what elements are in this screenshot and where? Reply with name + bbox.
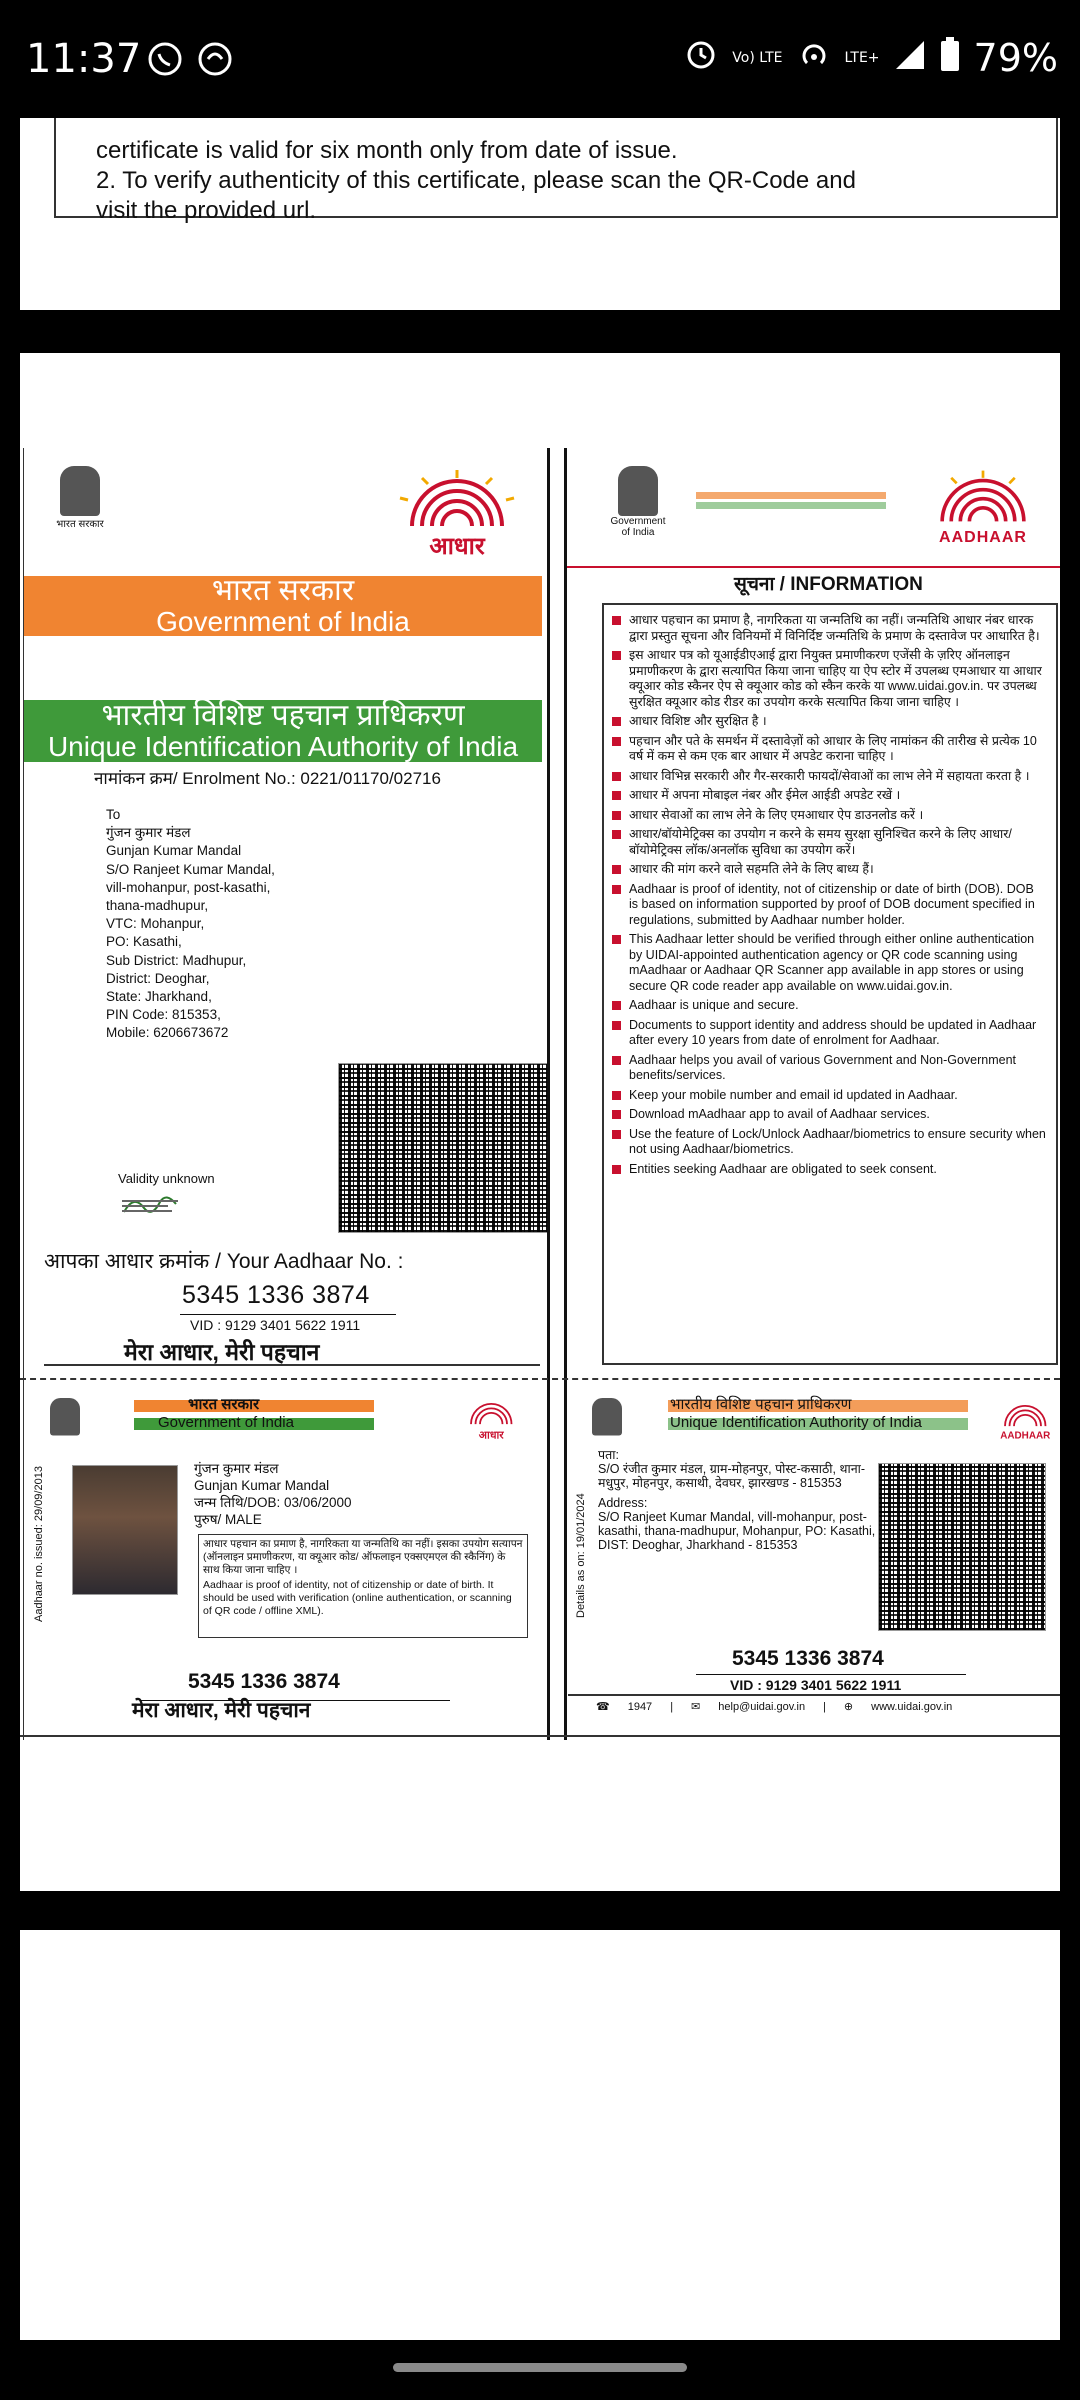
aadhaar-letter — [20, 448, 1060, 1740]
front-gov-en: Government of India — [158, 1414, 294, 1431]
info-item: आधार की मांग करने वाले सहमति लेने के लिए बाध्य हैं। — [612, 862, 1046, 878]
addr-line: State: Jharkhand, — [106, 989, 212, 1005]
addr-line: To — [106, 807, 121, 822]
document-page-3 — [20, 1930, 1060, 2340]
alarm-icon — [684, 36, 718, 80]
cut-line — [20, 1378, 1060, 1380]
app-notification-icon — [196, 40, 234, 87]
recipient-address — [106, 806, 275, 1043]
cut-text-line — [96, 122, 1016, 136]
gov-hi: भारत सरकार — [211, 574, 355, 607]
cert-line-0: certificate is valid for six month only from date of issue. — [96, 137, 678, 164]
aadhaar-en-label: AADHAAR — [939, 529, 1027, 546]
status-right-group — [684, 36, 1058, 80]
info-item: Download mAadhaar app to avail of Aadhaar services. — [612, 1107, 1046, 1123]
addr-line: गुंजन कुमार मंडल — [106, 825, 191, 841]
info-item: Documents to support identity and address should be updated in Aadhaar after every 10 years from date of enrolment for Aadhaar. — [612, 1018, 1046, 1049]
info-item: पहचान और पते के समर्थन में दस्तावेज़ों को आधार के लिए नामांकन की तारीख से प्रत्येक 10 वर्ष में कम से कम एक बार आधार में अपडेट कराना चाहिए । — [612, 734, 1046, 765]
front-gov-hi: भारत सरकार — [188, 1396, 260, 1413]
info-item: Aadhaar helps you avail of various Government and Non-Government benefits/services. — [612, 1053, 1046, 1084]
national-emblem-icon: भारत सरकार — [52, 466, 108, 544]
battery-icon — [940, 36, 960, 80]
validity-label: Validity unknown — [118, 1171, 215, 1186]
tricolor-strip — [696, 492, 886, 499]
front-aadhaar-no: 5345 1336 3874 — [188, 1670, 340, 1693]
addr-line: PIN Code: 815353, — [106, 1007, 221, 1023]
back-aadhaar-no: 5345 1336 3874 — [732, 1647, 884, 1670]
front-note-box: आधार पहचान का प्रमाण है, नागरिकता या जन्मतिथि का नहीं। इसका उपयोग सत्यापन (ऑनलाइन प्रमाणीकरण, या क्यूआर कोड/ ऑफलाइन एक्सएमएल की स्कैनिंग) के साथ किया जाना चाहिए । Aadhaar is proof of identity, not of citizenship or date of birth. It should be used with verification (online authentication, or scanning of QR code / offline XML). — [198, 1534, 528, 1638]
email-icon: ✉ — [691, 1701, 701, 1713]
status-time: 11:37 — [26, 36, 142, 82]
holder-dob: जन्म तिथि/DOB: 03/06/2000 — [194, 1495, 352, 1510]
home-gesture-bar[interactable] — [393, 2363, 687, 2372]
info-item: इस आधार पत्र को यूआईडीएआई द्वारा नियुक्त प्रमाणीकरण एजेंसी के ज़रिए ऑनलाइन प्रमाणीकरण के द्वारा सत्यापित किया जाना चाहिए या ऐप स्टोर में उपलब्ध एमआधार या आधार क्यूआर कोड स्कैनर ऐप से क्यूआर कोड को स्कैन करके या www.uidai.gov.in. पर उपलब्ध सुरक्षित क्यूआर कोड रीडर का उपयोग करके सत्यापित किया जाना चाहिए । — [612, 648, 1046, 710]
battery-percent: 79% — [973, 36, 1058, 80]
info-item: आधार विभिन्न सरकारी और गैर-सरकारी फायदों/सेवाओं का लाभ लेने में सहायता करता है । — [612, 769, 1046, 785]
info-item: आधार/बॉयोमेट्रिक्स का उपयोग न करने के समय सुरक्षा सुनिश्चित करने के लिए आधार/बॉयोमेट्रिक्स लॉक/अनलॉक सुविधा का उपयोग करें। — [612, 827, 1046, 858]
document-page-2 — [20, 353, 1060, 1891]
back-vid: VID : 9129 3401 5622 1911 — [730, 1677, 902, 1693]
email-address: help@uidai.gov.in — [718, 1700, 806, 1713]
front-tagline: मेरा आधार, मेरी पहचान — [132, 1699, 311, 1722]
info-item: Keep your mobile number and email id updated in Aadhaar. — [612, 1088, 1046, 1104]
info-item: आधार पहचान का प्रमाण है, नागरिकता या जन्मतिथि का नहीं। जन्मतिथि आधार नंबर धारक द्वारा प्रस्तुत सूचना और विनियमों में विनिर्दिष्ट जन्मतिथि के प्रमाण के दस्तावेज पर आधारित है। — [612, 613, 1046, 644]
cert-line-1: 2. To verify authenticity of this certificate, please scan the QR-Code and — [96, 167, 856, 194]
info-item: आधार में अपना मोबाइल नंबर और ईमेल आईडी अपडेट रखें । — [612, 788, 1046, 804]
holder-gender: पुरुष/ MALE — [194, 1512, 262, 1527]
your-aadhaar-label: आपका आधार क्रमांक / Your Aadhaar No. : — [44, 1250, 404, 1273]
digital-signature-stamp — [120, 1190, 182, 1220]
qr-code — [338, 1063, 550, 1233]
back-uidai-hi: भारतीय विशिष्ट पहचान प्राधिकरण — [670, 1396, 852, 1413]
info-item: This Aadhaar letter should be verified through either online authentication by UIDAI-appointed authentication agency or QR code scanning using mAadhaar or Aadhaar QR Scanner app available in app stores or using secure QR code reader app available on www.uidai.gov.in. — [612, 932, 1046, 994]
info-item: Use the feature of Lock/Unlock Aadhaar/biometrics to ensure security when not using Aadhaar/biometrics. — [612, 1127, 1046, 1158]
national-emblem-icon — [44, 1398, 86, 1457]
globe-icon: ⊕ — [843, 1701, 854, 1713]
info-item: Entities seeking Aadhaar are obligated to seek consent. — [612, 1162, 1046, 1178]
tagline: मेरा आधार, मेरी पहचान — [124, 1339, 320, 1365]
addr-line: S/O Ranjeet Kumar Mandal, — [106, 861, 275, 877]
aadhaar-number: 5345 1336 3874 — [182, 1281, 370, 1309]
lte-label: LTE+ — [844, 50, 880, 66]
uidai-band — [24, 700, 542, 762]
info-item: Aadhaar is proof of identity, not of citizenship or date of birth (DOB). DOB is based on information supported by proof of DOB document specified in regulations, submitted by Aadhaar number holder. — [612, 882, 1046, 929]
details-date-vertical: Details as on: 19/01/2024 — [575, 1493, 587, 1618]
addr-line: Gunjan Kumar Mandal — [106, 843, 242, 859]
holder-photo — [72, 1465, 178, 1595]
issued-date-vertical: Aadhaar no. issued: 29/09/2013 — [33, 1466, 45, 1622]
website: www.uidai.gov.in — [871, 1700, 953, 1713]
uidai-en: Unique Identification Authority of India — [47, 731, 519, 762]
national-emblem-icon: Government of India — [610, 466, 666, 544]
info-list — [602, 603, 1058, 1365]
holder-details — [194, 1460, 352, 1528]
phone-number: 1947 — [627, 1700, 653, 1713]
aadhaar-logo-icon — [392, 468, 522, 562]
vid-number: VID : 9129 3401 5622 1911 — [190, 1317, 361, 1333]
cert-line-2: visit the provided url. — [96, 197, 317, 224]
phone-icon: ☎ — [596, 1701, 610, 1713]
addr-line: PO: Kasathi, — [106, 934, 182, 950]
enrolment-no: नामांकन क्रम/ Enrolment No.: 0221/01170/02716 — [94, 769, 441, 788]
document-page-1 — [20, 118, 1060, 310]
holder-name-hi: गुंजन कुमार मंडल — [194, 1461, 279, 1476]
aadhaar-logo-icon: आधार — [462, 1398, 521, 1442]
back-qr-code — [878, 1463, 1046, 1631]
whatsapp-icon — [146, 40, 184, 87]
contact-row: ☎ 1947 | ✉ help@uidai.gov.in | ⊕ www.uidai.gov.in — [596, 1700, 953, 1713]
addr-line: Mobile: 6206673672 — [106, 1025, 229, 1041]
addr-line: Sub District: Madhupur, — [106, 952, 247, 968]
addr-line: vill-mohanpur, post-kasathi, — [106, 879, 271, 895]
addr-line: District: Deoghar, — [106, 970, 210, 986]
signal-icon — [894, 36, 926, 80]
info-item: Aadhaar is unique and secure. — [612, 998, 1046, 1014]
aadhaar-hi-label: आधार — [429, 533, 485, 560]
info-title: सूचना / INFORMATION — [734, 574, 923, 595]
volte-label: Vo) LTE — [732, 50, 783, 66]
addr-line: thana-madhupur, — [106, 898, 209, 914]
aadhaar-logo-icon — [924, 468, 1042, 547]
certificate-note — [54, 118, 1058, 224]
back-uidai-en: Unique Identification Authority of India — [670, 1414, 922, 1431]
holder-name-en: Gunjan Kumar Mandal — [194, 1478, 330, 1493]
back-address: पता: S/O रंजीत कुमार मंडल, ग्राम-मोहनपुर, पोस्ट-कसाठी, थाना-मधुपुर, मोहनपुर, कसाथी, देवघर, झारखण्ड - 815353 Address: S/O Ranjeet Kumar Mandal, vill-mohanpur, post-kasathi, thana-madhupur, Mohanpur, PO: Kasathi, DIST: Deoghar, Jharkhand - 815353 — [598, 1448, 876, 1552]
fold-line — [547, 448, 567, 1740]
status-bar — [0, 0, 1080, 118]
gov-band — [24, 576, 542, 636]
gov-en: Government of India — [156, 606, 410, 637]
aadhaar-logo-icon: AADHAAR — [996, 1400, 1055, 1441]
hotspot-icon — [797, 36, 831, 80]
addr-line: VTC: Mohanpur, — [106, 916, 205, 932]
info-item: आधार सेवाओं का लाभ लेने के लिए एमआधार ऐप डाउनलोड करें । — [612, 808, 1046, 824]
info-item: आधार विशिष्ट और सुरक्षित है । — [612, 714, 1046, 730]
uidai-hi: भारतीय विशिष्ट पहचान प्राधिकरण — [101, 699, 465, 732]
